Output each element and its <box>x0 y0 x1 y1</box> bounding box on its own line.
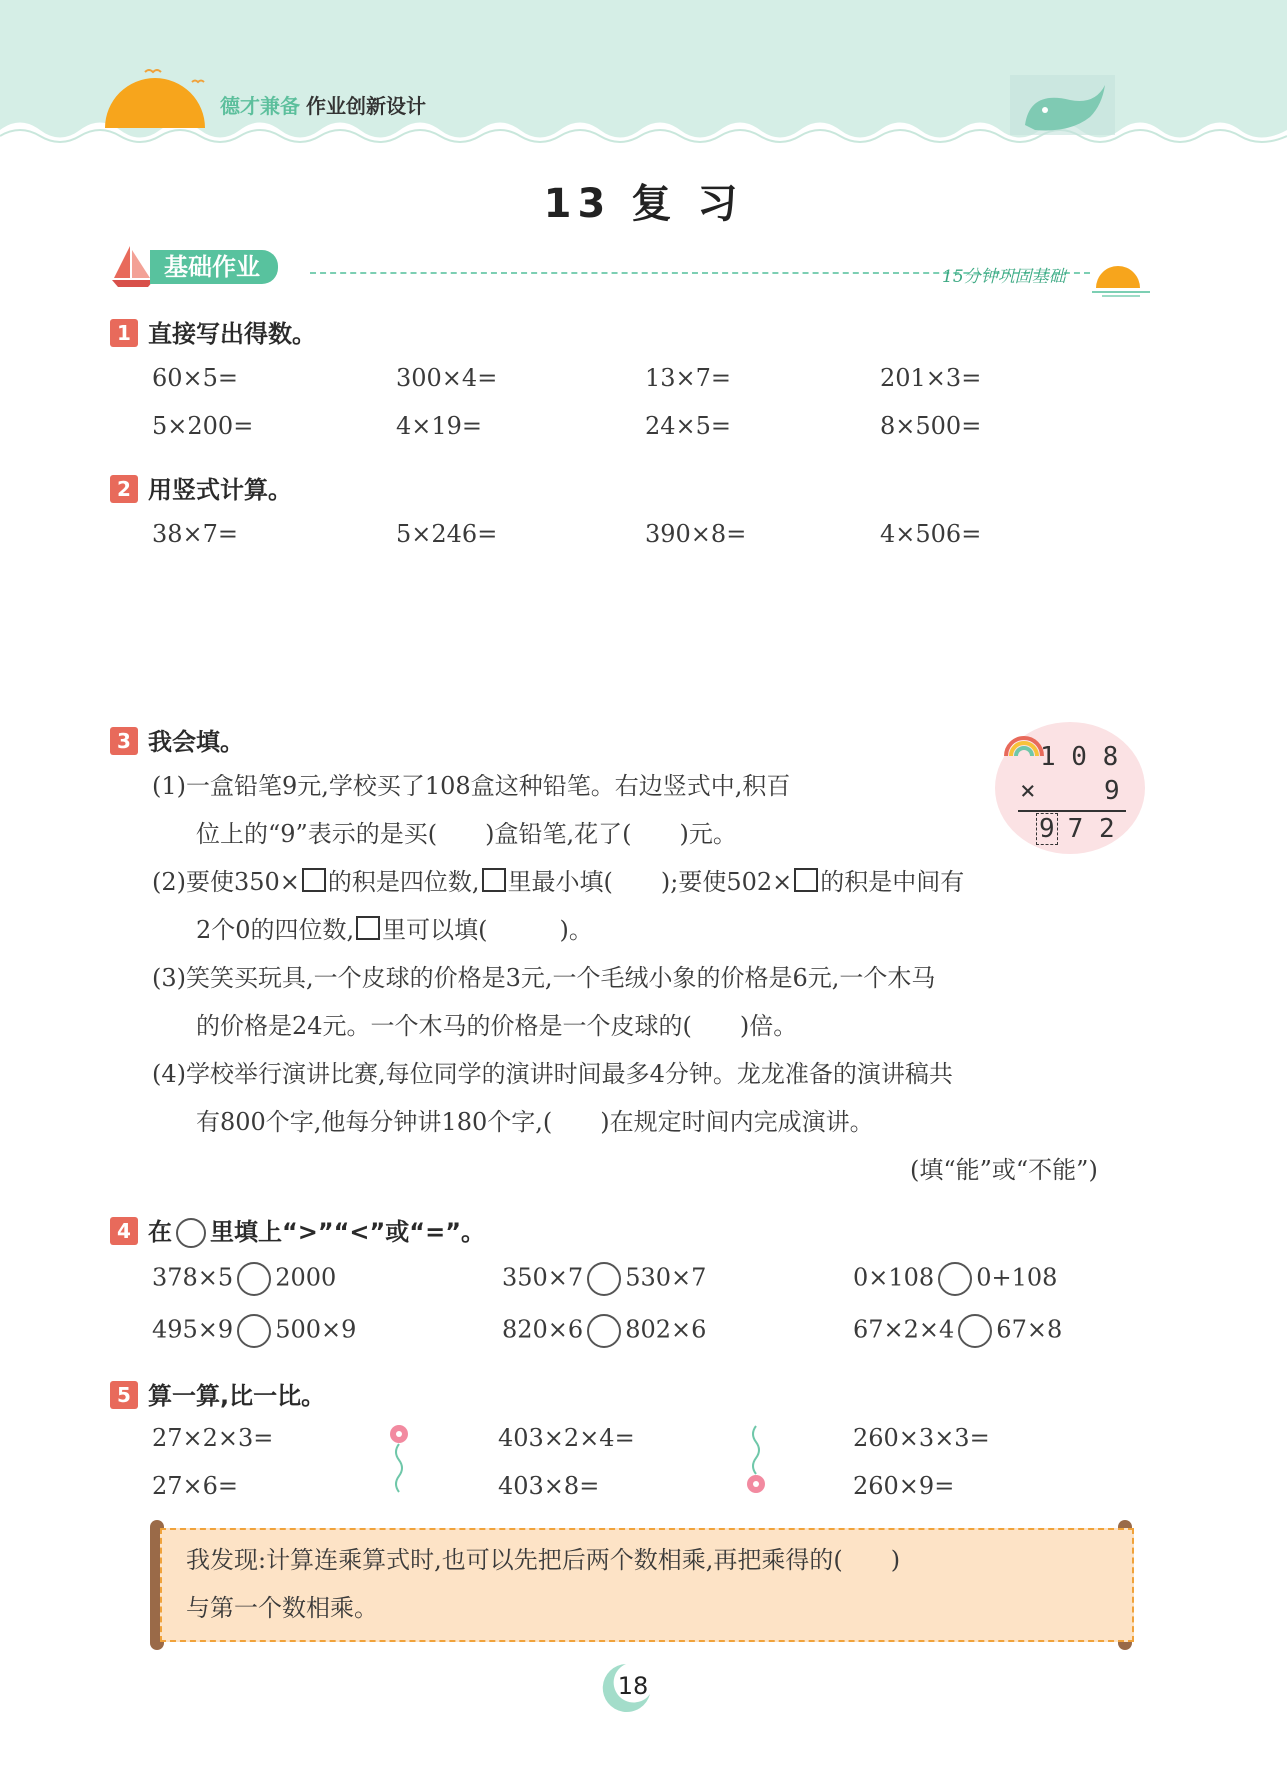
blank-box <box>794 868 818 892</box>
section-hint: 15分钟巩固基础 <box>942 267 1066 287</box>
q4-right: 530×7 <box>625 1263 707 1292</box>
q4-right: 0+108 <box>976 1263 1058 1292</box>
q1-expr: 24×5= <box>645 412 732 440</box>
sun-icon <box>100 60 210 130</box>
section-tag: 基础作业 <box>150 250 278 284</box>
q2-title-text: 用竖式计算。 <box>148 476 292 504</box>
q4-item <box>853 1262 1057 1296</box>
vertical-line1: 1 0 8 <box>1040 742 1119 772</box>
q2-title <box>110 470 292 505</box>
q4-left: 0×108 <box>853 1263 935 1292</box>
flower-vine-icon <box>384 1420 414 1500</box>
q1-expr: 300×4= <box>396 364 498 392</box>
q4-number: 4 <box>110 1217 138 1245</box>
vertical-result <box>1036 814 1115 844</box>
brand-colored: 德才兼备 <box>220 94 300 118</box>
title-number: 13 <box>543 181 612 227</box>
q4-right: 2000 <box>275 1263 337 1292</box>
q3-part1-line1: (1)一盒铅笔9元,学校买了108盒这种铅笔。右边竖式中,积百 <box>152 772 791 800</box>
vertical-rule <box>1018 810 1126 812</box>
circle-symbol <box>176 1218 206 1248</box>
q4-item <box>502 1314 706 1348</box>
answer-circle[interactable] <box>958 1314 992 1348</box>
q1-number: 1 <box>110 319 138 347</box>
q5-expr: 27×2×3= <box>152 1424 274 1452</box>
q1-expr: 60×5= <box>152 364 239 392</box>
q5-title <box>110 1376 325 1411</box>
q3-part2-line1 <box>152 858 964 906</box>
flower-vine-icon <box>741 1422 771 1502</box>
q1-expr: 13×7= <box>645 364 732 392</box>
q3-part2-text-c: 里最小填( );要使502× <box>507 868 793 896</box>
q3-part4-line1: (4)学校举行演讲比赛,每位同学的演讲时间最多4分钟。龙龙准备的演讲稿共 <box>152 1060 953 1088</box>
q1-title <box>110 314 316 349</box>
title-char-1: 复 <box>631 181 678 227</box>
q4-item <box>152 1314 356 1348</box>
q4-right: 67×8 <box>996 1315 1063 1344</box>
q3-part2-text-f: 里可以填( )。 <box>382 916 593 944</box>
q2-expr: 390×8= <box>645 520 747 548</box>
q2-expr: 38×7= <box>152 520 239 548</box>
answer-circle[interactable] <box>938 1262 972 1296</box>
q1-expr: 5×200= <box>152 412 254 440</box>
page-number: 18 <box>617 1672 649 1700</box>
page-title <box>0 172 1287 229</box>
whale-icon <box>1010 75 1115 135</box>
q5-number: 5 <box>110 1381 138 1409</box>
q4-left: 820×6 <box>502 1315 584 1344</box>
discovery-line2: 与第一个数相乘。 <box>186 1594 378 1622</box>
q4-item <box>502 1262 706 1296</box>
answer-circle[interactable] <box>237 1314 271 1348</box>
q4-right: 802×6 <box>625 1315 707 1344</box>
q2-number: 2 <box>110 475 138 503</box>
q3-title-text: 我会填。 <box>148 728 244 756</box>
q4-left: 378×5 <box>152 1263 234 1292</box>
q3-part3-line2: 的价格是24元。一个木马的价格是一个皮球的( )倍。 <box>196 1012 798 1040</box>
q3-title <box>110 722 244 757</box>
q5-expr: 260×3×3= <box>853 1424 990 1452</box>
q1-expr: 8×500= <box>880 412 982 440</box>
brand-title <box>220 90 426 119</box>
q3-part2-text-d: 的积是中间有 <box>820 868 965 896</box>
q5-title-text: 算一算,比一比。 <box>148 1382 326 1410</box>
q1-expr: 4×19= <box>396 412 483 440</box>
q4-left: 67×2×4 <box>853 1315 955 1344</box>
answer-circle[interactable] <box>587 1262 621 1296</box>
blank-box <box>356 916 380 940</box>
q1-expr: 201×3= <box>880 364 982 392</box>
answer-circle[interactable] <box>237 1262 271 1296</box>
q2-expr: 5×246= <box>396 520 498 548</box>
q4-title-a: 在 <box>148 1218 172 1246</box>
blank-box <box>302 868 326 892</box>
q2-expr: 4×506= <box>880 520 982 548</box>
answer-circle[interactable] <box>587 1314 621 1348</box>
q3-part2-text-e: 2个0的四位数, <box>196 916 355 944</box>
q5-expr: 260×9= <box>853 1472 955 1500</box>
brand-plain: 作业创新设计 <box>306 94 426 118</box>
vertical-line2: 9 <box>1104 776 1120 806</box>
vertical-operator: × <box>1020 776 1036 806</box>
q5-expr: 403×2×4= <box>498 1424 635 1452</box>
title-char-2: 习 <box>697 181 744 227</box>
q4-right: 500×9 <box>275 1315 357 1344</box>
discovery-line1: 我发现:计算连乘算式时,也可以先把后两个数相乘,再把乘得的( ) <box>186 1546 901 1574</box>
q3-part4-note: (填“能”或“不能”) <box>910 1156 1098 1184</box>
sunset-icon <box>1092 252 1152 298</box>
q4-left: 350×7 <box>502 1263 584 1292</box>
vertical-result-hundreds: 9 <box>1036 813 1058 845</box>
q4-item <box>853 1314 1062 1348</box>
q3-part2-text-b: 的积是四位数, <box>327 868 480 896</box>
q4-item <box>152 1262 336 1296</box>
q4-title-b: 里填上“>”“<”或“=”。 <box>210 1218 485 1246</box>
q3-part1-line2: 位上的“9”表示的是买( )盒铅笔,花了( )元。 <box>196 820 737 848</box>
q3-part3-line1: (3)笑笑买玩具,一个皮球的价格是3元,一个毛绒小象的价格是6元,一个木马 <box>152 964 936 992</box>
q3-part4-line2: 有800个字,他每分钟讲180个字,( )在规定时间内完成演讲。 <box>196 1108 874 1136</box>
q5-expr: 403×8= <box>498 1472 600 1500</box>
vertical-result-rest: 7 2 <box>1067 814 1115 844</box>
q5-expr: 27×6= <box>152 1472 239 1500</box>
q1-title-text: 直接写出得数。 <box>148 320 316 348</box>
q3-part2-text-a: (2)要使350× <box>152 868 300 896</box>
q3-number: 3 <box>110 727 138 755</box>
blank-box <box>482 868 506 892</box>
q4-title <box>110 1212 485 1248</box>
q4-left: 495×9 <box>152 1315 234 1344</box>
q3-part2-line2 <box>196 906 593 954</box>
